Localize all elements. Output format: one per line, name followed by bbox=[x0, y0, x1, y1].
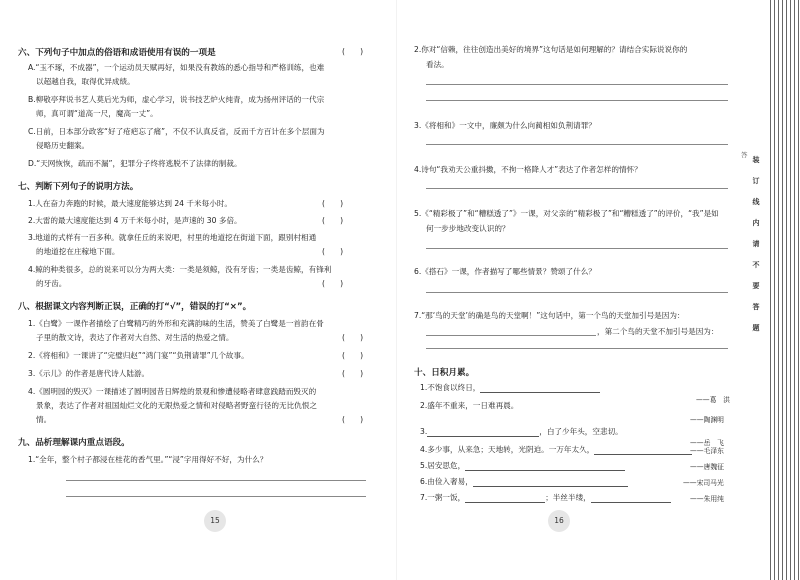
r-question-2-line-2: 看法。 bbox=[426, 60, 449, 69]
s7-question-4-line-2: 的牙齿。 bbox=[36, 279, 67, 288]
s7-question-3-line-2: 的地道挖在庄稼地下面。 bbox=[36, 247, 120, 256]
answer-line[interactable] bbox=[66, 480, 366, 481]
answer-line[interactable] bbox=[426, 188, 728, 189]
answer-line[interactable] bbox=[426, 100, 728, 101]
recite-line-5: 5.居安思危， bbox=[420, 460, 625, 471]
s8-question-1-line-2: 子里的散文诗，表达了作者对大自然、对生活的热爱之情。 bbox=[36, 333, 234, 342]
s8-question-1-line-1: 1.《白鹭》一课作者描绘了白鹭精巧的外形和充满韵味的生活，赞美了白鹭是一首韵在骨 bbox=[28, 319, 324, 328]
binding-margin bbox=[736, 0, 800, 580]
section-9-title: 九、品析理解课内重点语段。 bbox=[18, 438, 130, 448]
answer-line[interactable] bbox=[426, 248, 728, 249]
option-d-line-1: D.“天网恢恢，疏而不漏”，犯罪分子终将逃脱不了法律的制裁。 bbox=[28, 159, 242, 168]
binding-stripe bbox=[798, 0, 799, 580]
binding-warning bbox=[750, 150, 762, 339]
recite-line-7: 7.一粥一饭， ；半丝半缕， bbox=[420, 492, 671, 503]
page-number: 15 bbox=[204, 510, 226, 532]
s8-question-3: 3.《示儿》的作者是唐代诗人陆游。 bbox=[28, 369, 150, 378]
author-1: ——葛 洪 bbox=[696, 396, 730, 404]
answer-line[interactable] bbox=[426, 292, 728, 293]
page-15 bbox=[0, 0, 392, 580]
binding-char: 要 bbox=[752, 282, 760, 290]
answer-paren[interactable]: ( ) bbox=[322, 279, 344, 288]
s7-question-2: 2.大雷的最大速度能达到 4 万千米每小时，是声速的 30 多倍。 bbox=[28, 216, 242, 225]
s8-question-4-line-3: 情。 bbox=[36, 415, 52, 424]
binding-stripe bbox=[782, 0, 783, 580]
page-16 bbox=[400, 0, 735, 580]
s7-question-4-line-1: 4.鲸的种类很多，总的说来可以分为两大类：一类是须鲸，没有牙齿；一类是齿鲸，有锋利 bbox=[28, 265, 332, 274]
author-2: ——陶渊明 bbox=[690, 416, 724, 424]
option-c-line-2: 侵略历史翻案。 bbox=[36, 141, 90, 150]
r-question-4: 4.诗句“我劝天公重抖擞，不拘一格降人才”表达了作者怎样的情怀？ bbox=[414, 165, 642, 174]
author-7: ——朱用纯 bbox=[690, 495, 724, 503]
r-question-7-line-2: ，第二个鸟的天堂不加引号是因为： bbox=[597, 327, 719, 336]
binding-char: 答 bbox=[752, 303, 760, 311]
option-c-line-1: C.日前，日本部分政客“好了疮疤忘了痛”，不仅不认真反省，反而千方百计在多个层面为 bbox=[28, 127, 325, 136]
binding-char: 内 bbox=[752, 219, 760, 227]
s9-question-1: 1.“全年，整个村子都浸在桂花的香气里。”“浸”字用得好不好，为什么？ bbox=[28, 455, 268, 464]
binding-char: 请 bbox=[752, 240, 760, 248]
section-6-title: 六、下列句子中加点的俗语和成语使用有误的一项是 bbox=[18, 48, 216, 58]
r-question-5-line-2: 何一步步地改变认识的？ bbox=[426, 224, 510, 233]
answer-line[interactable] bbox=[426, 84, 728, 85]
r-question-5-line-1: 5.《“精彩极了”和“糟糕透了”》一课，对父亲的“精彩极了”和“糟糕透了”的评价，“我”是如 bbox=[414, 209, 719, 218]
option-b-line-2: 师，真可谓“道高一尺，魔高一丈”。 bbox=[36, 109, 158, 118]
r-question-3: 3.《将相和》一文中，廉颇为什么向蔺相如负荆请罪？ bbox=[414, 121, 596, 130]
r-question-6: 6.《搭石》一课，作者描写了哪些情景？赞颂了什么？ bbox=[414, 267, 596, 276]
recite-line-6: 6.由俭入奢易， bbox=[420, 476, 628, 487]
answer-paren[interactable]: ( ) bbox=[342, 333, 364, 342]
recite-line-3: 3. ，白了少年头，空悲切。 bbox=[420, 427, 623, 436]
s8-question-4-line-2: 景象，表达了作者对祖国灿烂文化的无限热爱之情和对侵略者野蛮行径的无比仇恨之 bbox=[36, 401, 317, 410]
binding-note: 答 bbox=[741, 151, 748, 159]
r-question-7-line-1: 7.“那‘鸟的天堂’的确是鸟的天堂啊！”这句话中，第一个鸟的天堂加引号是因为： bbox=[414, 311, 685, 320]
answer-paren[interactable]: ( ) bbox=[322, 199, 344, 208]
option-b-line-1: B.柳敬亭拜说书艺人莫后光为师，虚心学习，说书技艺炉火纯青，成为扬州评话的一代宗 bbox=[28, 95, 325, 104]
answer-line[interactable] bbox=[426, 335, 596, 336]
binding-char: 题 bbox=[752, 324, 760, 332]
binding-stripe bbox=[786, 0, 787, 580]
answer-paren[interactable]: ( ) bbox=[342, 351, 364, 360]
author-3: ——岳 飞 bbox=[690, 439, 724, 447]
binding-char: 装 bbox=[752, 156, 760, 164]
binding-stripe bbox=[794, 0, 795, 580]
binding-char: 线 bbox=[752, 198, 760, 206]
answer-line[interactable] bbox=[426, 348, 728, 349]
answer-paren[interactable]: ( ) bbox=[342, 47, 364, 56]
binding-stripe bbox=[778, 0, 779, 580]
page-divider bbox=[396, 0, 397, 580]
answer-line[interactable] bbox=[66, 496, 366, 497]
answer-paren[interactable]: ( ) bbox=[342, 369, 364, 378]
binding-char: 不 bbox=[752, 261, 760, 269]
section-8-title: 八、根据课文内容判断正误，正确的打“√”，错误的打“×”。 bbox=[18, 302, 252, 312]
s8-question-4-line-1: 4.《圆明园的毁灭》一课描述了圆明园昔日辉煌的景观和惨遭侵略者肆意践踏而毁灭的 bbox=[28, 387, 317, 396]
answer-line[interactable] bbox=[426, 144, 728, 145]
answer-paren[interactable]: ( ) bbox=[322, 247, 344, 256]
author-4: ——毛泽东 bbox=[690, 447, 724, 455]
binding-char: 订 bbox=[752, 177, 760, 185]
recite-line-2: 2.盛年不重来，一日难再晨。 bbox=[420, 401, 519, 410]
binding-stripe bbox=[774, 0, 775, 580]
author-6: ——宋司马光 bbox=[683, 479, 724, 487]
s7-question-3-line-1: 3.地道的式样有一百多种。就拿任丘的来说吧，村里的地道挖在街道下面，跟别村相通 bbox=[28, 233, 317, 242]
r-question-2-line-1: 2.你对“信赖，往往创造出美好的境界”这句话是如何理解的？请结合实际说说你的 bbox=[414, 45, 688, 54]
binding-stripe bbox=[790, 0, 791, 580]
recite-line-4: 4.多少事，从来急；天地转，光阴迫。一万年太久， bbox=[420, 444, 692, 455]
s7-question-1: 1.人在奋力奔跑的时候，最大速度能够达到 24 千米每小时。 bbox=[28, 199, 232, 208]
option-a-line-2: 以超越自我，取得优异成绩。 bbox=[36, 77, 135, 86]
answer-paren[interactable]: ( ) bbox=[342, 415, 364, 424]
option-a-line-1: A.“玉不琢，不成器”，一个运动员天赋再好，如果没有教练的悉心指导和严格训练，也难 bbox=[28, 63, 325, 72]
binding-stripe bbox=[770, 0, 771, 580]
section-7-title: 七、判断下列句子的说明方法。 bbox=[18, 182, 139, 192]
recite-line-1: 1.不饱食以终日， bbox=[420, 382, 600, 393]
author-5: ——唐魏征 bbox=[690, 463, 724, 471]
section-10-title: 十、日积月累。 bbox=[414, 368, 475, 378]
answer-paren[interactable]: ( ) bbox=[322, 216, 344, 225]
page-number: 16 bbox=[548, 510, 570, 532]
s8-question-2: 2.《将相和》一课讲了“完璧归赵”“鸿门宴”“负荆请罪”几个故事。 bbox=[28, 351, 249, 360]
